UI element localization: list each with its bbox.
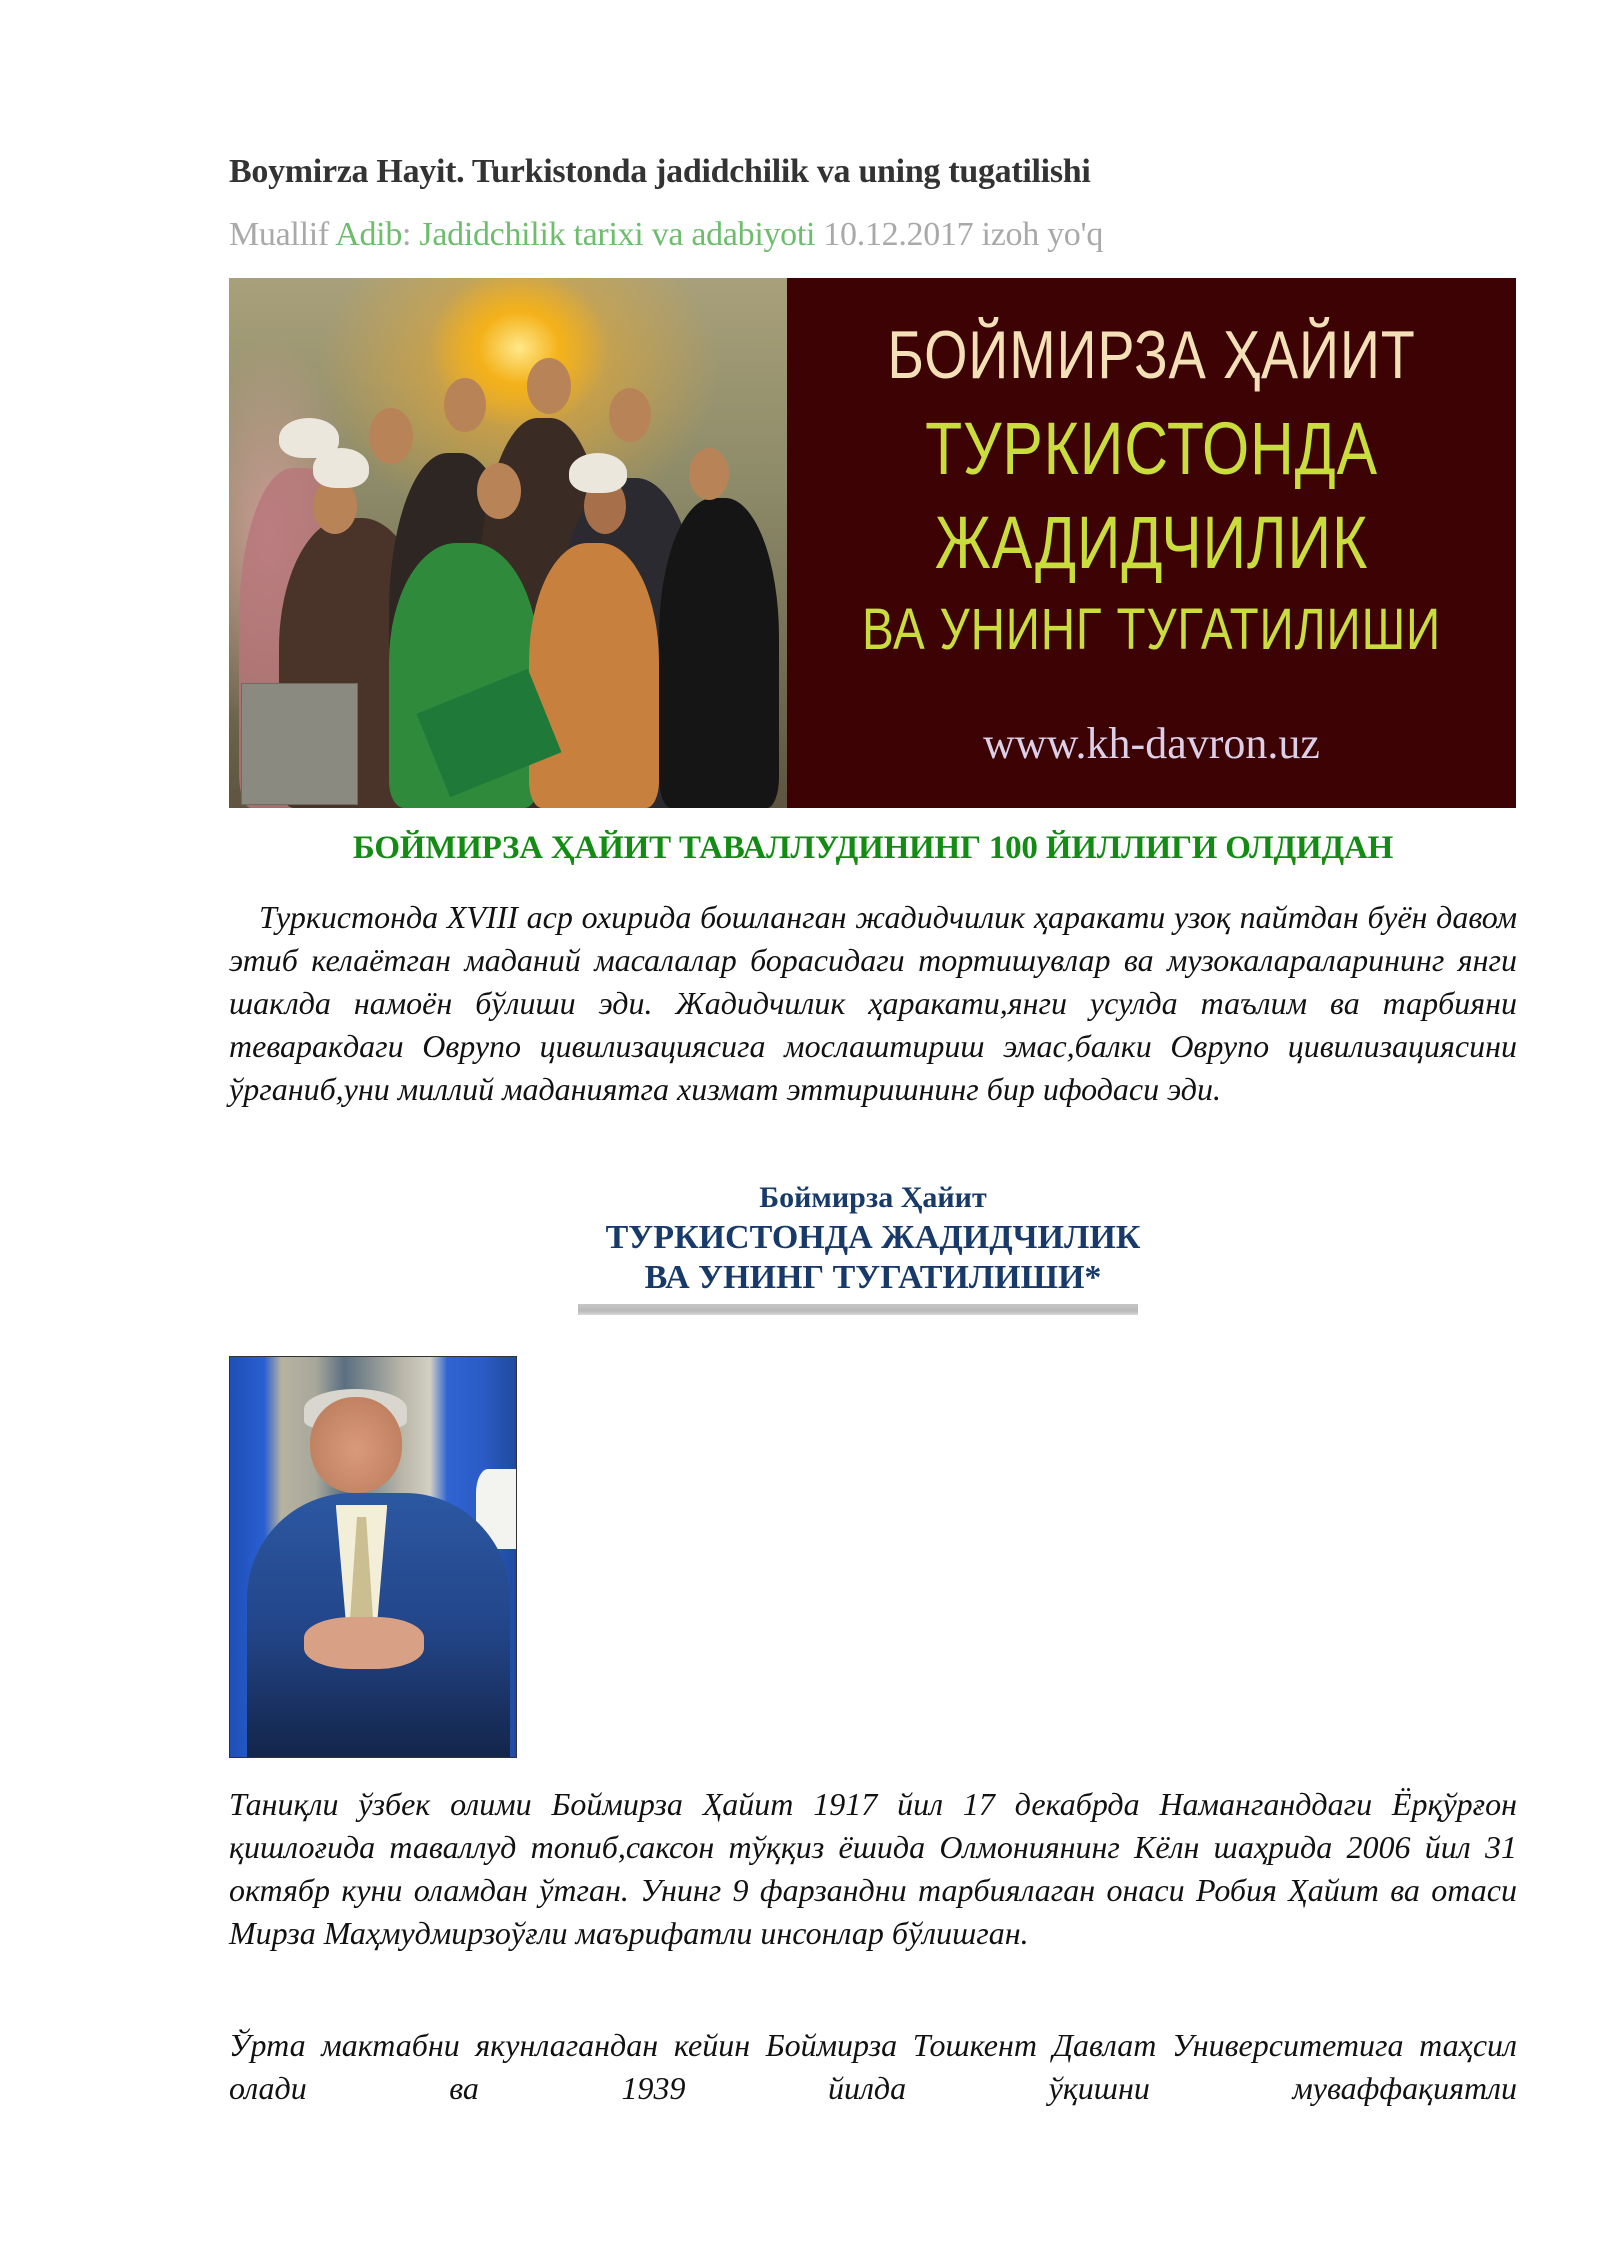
banner-image bbox=[229, 278, 1516, 808]
biography-paragraph-2: Ўрта мактабни якунлагандан кейин Боймирза Тошкент Давлат Университетига таҳсил олади ва 1939 йилда ўқишни муваффақиятли bbox=[229, 2027, 1517, 2106]
banner-title-line-3: ВА УНИНГ ТУГАТИЛИШИ bbox=[862, 597, 1441, 662]
post-title: Boymirza Hayit. Turkistonda jadidchilik va uning tugatilishi bbox=[229, 153, 1091, 190]
meta-separator: : bbox=[402, 216, 420, 253]
anniversary-heading: БОЙМИРЗА ҲАЙИТ ТАВАЛЛУДИНИНГ 100 ЙИЛЛИГИ ОЛДИДАН bbox=[352, 830, 1394, 866]
banner-title-line-1: ТУРКИСТОНДА bbox=[925, 407, 1378, 490]
post-date: 10.12.2017 bbox=[815, 216, 974, 253]
intro-paragraph: Туркистонда XVIII аср охирида бошланган жадидчилик ҳаракати узоқ пайтдан буён давом этиб келаётган маданий масалалар борасидаги тортишувлар ва музокалараларининг янги шаклда намоён бўлиши эди. Жадидчилик ҳаракати,янги усулда таълим ва тарбияни теваракдаги Оврупо цивилизациясига мослаштириш эмас,балки Оврупо цивилизациясини ўрганиб,уни миллий маданиятга хизмат эттиришнинг бир ифодаси эди. bbox=[229, 899, 1517, 1107]
comments-count: izoh yo'q bbox=[973, 216, 1104, 253]
category-link[interactable]: Jadidchilik tarixi va adabiyoti bbox=[419, 216, 816, 253]
banner-author-name: БОЙМИРЗА ҲАЙИТ bbox=[887, 317, 1416, 393]
article-author: Боймирза Ҳайит bbox=[759, 1181, 987, 1214]
banner-text-panel bbox=[787, 278, 1516, 808]
article-title-line-1: ТУРКИСТОНДА ЖАДИДЧИЛИК bbox=[605, 1219, 1141, 1256]
biography-paragraph-1: Таниқли ўзбек олими Боймирза Ҳайит 1917 йил 17 декабрда Наманганддаги Ёрқўрғон қишлоғида таваллуд топиб,саксон тўққиз ёшида Олмониянинг Кёлн шаҳрида 2006 йил 31 октябр куни оламдан ўтган. Унинг 9 фарзандни тарбиялаган онаси Робия Ҳайит ва отаси Мирза Маҳмудмирзоўғли маърифатли инсонлар бўлишган. bbox=[229, 1786, 1517, 1951]
banner-url: www.kh-davron.uz bbox=[983, 719, 1320, 768]
post-meta bbox=[229, 216, 1103, 254]
article-title-line-2: ВА УНИНГ ТУГАТИЛИШИ* bbox=[644, 1259, 1102, 1296]
author-link[interactable]: Adib bbox=[335, 216, 403, 253]
author-prefix: Muallif bbox=[229, 216, 336, 253]
jadid-painting bbox=[229, 278, 787, 808]
heading-divider bbox=[578, 1304, 1138, 1315]
banner-title-line-2: ЖАДИДЧИЛИК bbox=[934, 501, 1369, 584]
author-portrait bbox=[229, 1356, 517, 1758]
article-heading bbox=[229, 1178, 1517, 1298]
